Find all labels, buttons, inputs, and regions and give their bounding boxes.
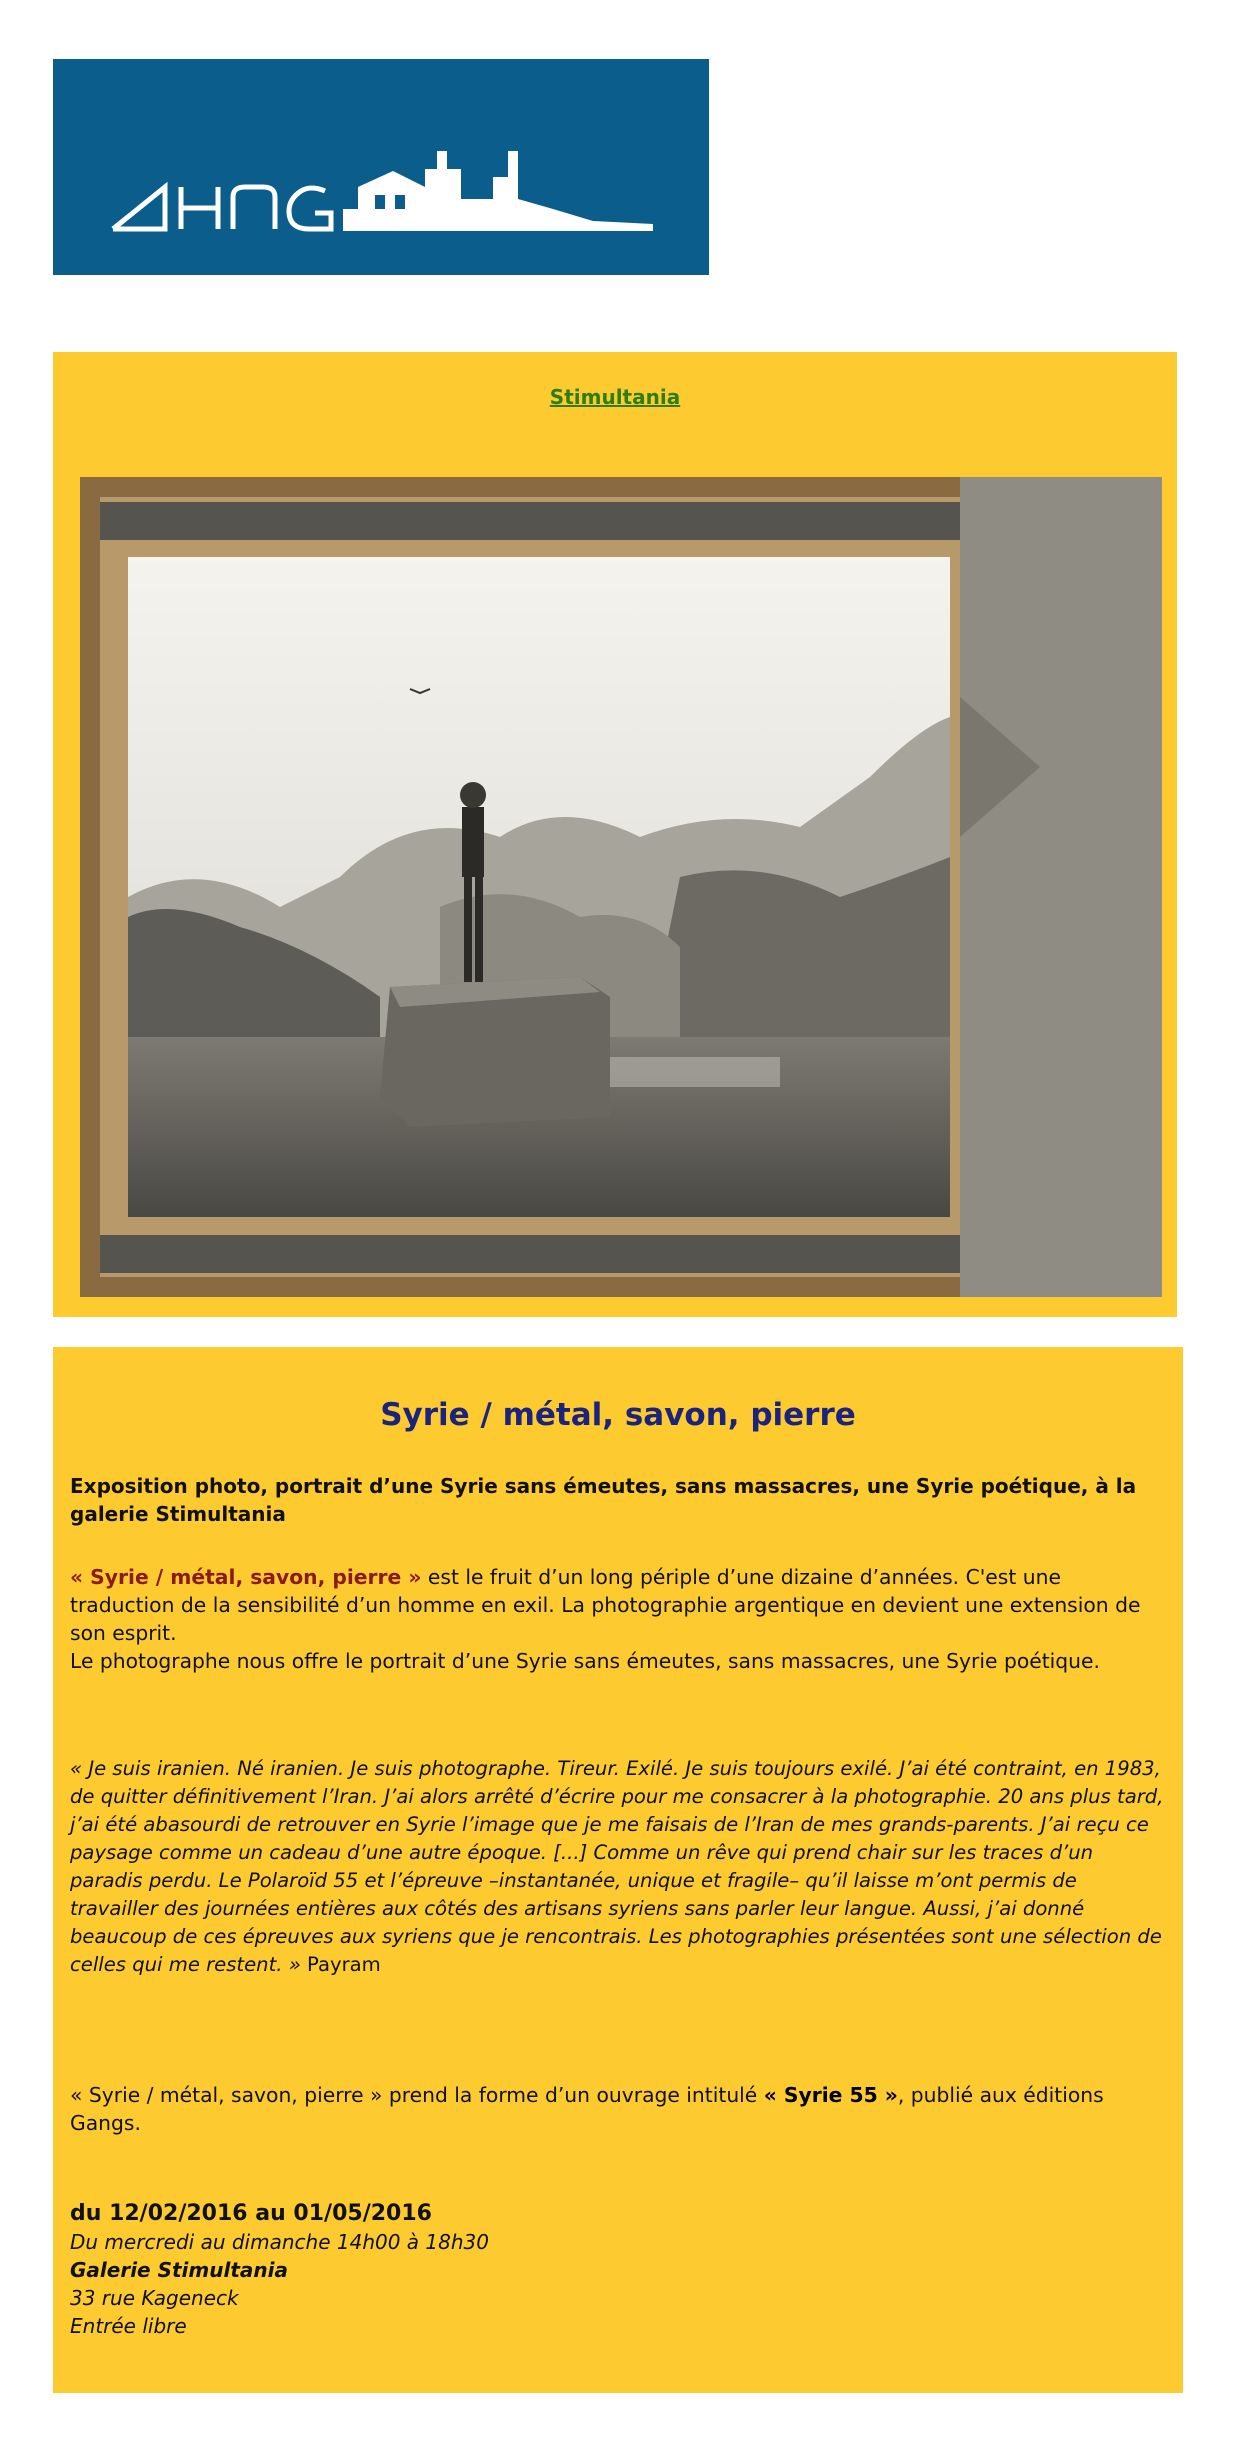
book-title: « Syrie 55 » <box>763 2083 898 2107</box>
intro-paragraph <box>70 1563 1166 1675</box>
article-card <box>53 1347 1183 2393</box>
event-address: 33 rue Kageneck <box>70 2286 239 2310</box>
artist-quote: « Je suis iranien. Né iranien. Je suis photographe. Tireur. Exilé. Je suis toujours exilé. J’ai été contraint, en 1983, de quitter définitivement l’Iran. J’ai alors arrêté d’écrire pour me consacrer à la photographie. 20 ans plus tard, j’ai été abasourdi de retrouver en Syrie l’image que je me faisais de l’Iran de mes grands-parents. J’ai reçu ce paysage comme un cadeau d’une autre époque. [...] Comme un rêve qui prend chair sur les traces d’un paradis perdu. Le Polaroïd 55 et l’épreuve –instantanée, unique et fragile– qu’il laisse m’ont permis de travailler des journées entières aux côtés des artisans syriens sans parler leur langue. Aussi, j’ai donné beaucoup de ces épreuves aux syriens que je rencontrais. Les photographies présentées sont une sélection de celles qui me restent. » <box>70 1757 1164 1976</box>
intro-text: est le fruit d’un long périple d’une dizaine d’années. C'est une traduction de la sensibilité d’un homme en exil. La photographie argentique en devient une extension de son esprit. <box>70 1565 1141 1645</box>
exhibition-photo <box>80 477 1162 1297</box>
exhibition-card <box>53 352 1177 1317</box>
article-subtitle: Exposition photo, portrait d’une Syrie sans émeutes, sans massacres, une Syrie poétique, à la galerie Stimultania <box>70 1474 1137 1526</box>
event-entry: Entrée libre <box>70 2314 187 2338</box>
polaroid-photo-man-on-rock <box>80 477 1162 1297</box>
book-text-start: « Syrie / métal, savon, pierre » prend la forme d’un ouvrage intitulé <box>70 2083 764 2107</box>
book-paragraph <box>70 2081 1166 2137</box>
event-venue: Galerie Stimultania <box>70 2258 288 2282</box>
event-hours: Du mercredi au dimanche 14h00 à 18h30 <box>70 2230 489 2254</box>
book-text-end: , publié aux éditions Gangs. <box>70 2083 1104 2135</box>
event-info <box>70 2199 870 2340</box>
house-factory-icon <box>53 59 709 275</box>
exhibition-name-highlight: « Syrie / métal, savon, pierre » <box>70 1565 422 1589</box>
ahog-logo[interactable] <box>53 59 709 275</box>
stimultania-link[interactable]: Stimultania <box>549 385 681 409</box>
quote-author: Payram <box>300 1953 381 1976</box>
article-title: Syrie / métal, savon, pierre <box>380 1397 856 1433</box>
event-dates: du 12/02/2016 au 01/05/2016 <box>70 2201 432 2226</box>
quote-paragraph <box>70 1755 1166 1979</box>
intro-text-2: Le photographe nous offre le portrait d’une Syrie sans émeutes, sans massacres, une Syrie poétique. <box>70 1649 1100 1673</box>
